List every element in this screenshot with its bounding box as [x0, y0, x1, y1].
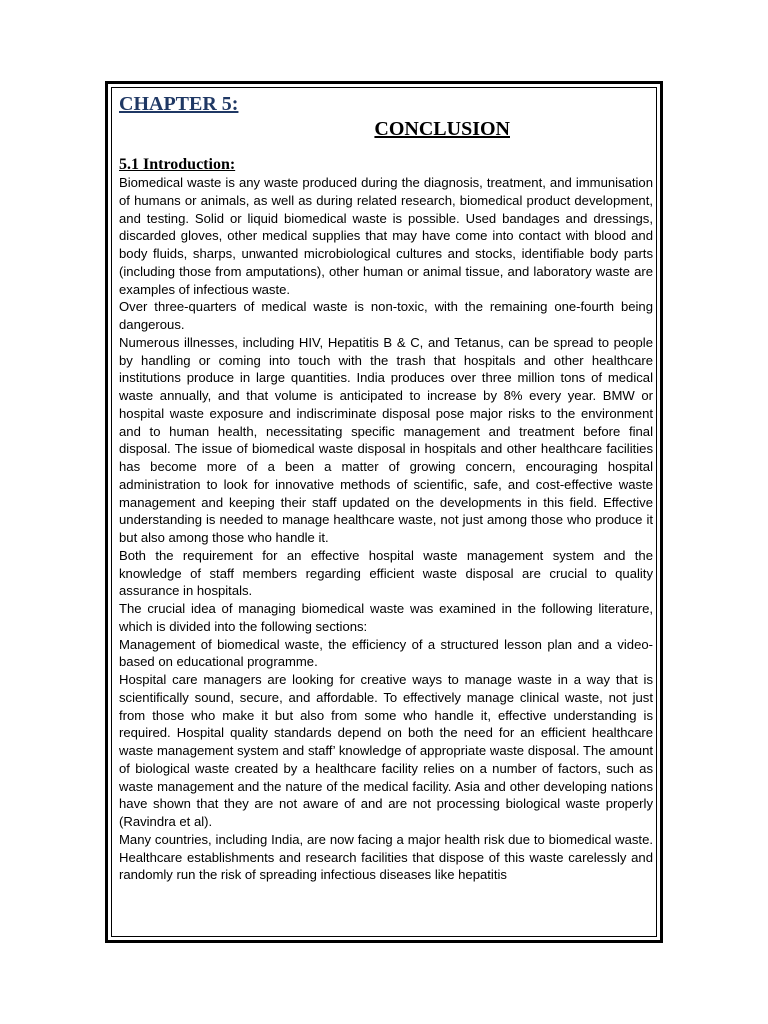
- paragraph-2: Over three-quarters of medical waste is non-toxic, with the remaining one-fourth being dangerous.: [119, 299, 653, 332]
- section-heading: 5.1 Introduction:: [119, 156, 236, 173]
- paragraph-7: Hospital care managers are looking for creative ways to manage waste in a way that is scientifically sound, secure, and affordable. To effectively manage clinical waste, not just from those who make it but also from some who handle it, effective understanding is required. Hospital quality standards depend on both the need for an efficient healthcare waste management system and staff’ knowledge of appropriate waste disposal. The amount of biological waste created by a healthcare facility relies on a number of factors, such as waste management and the nature of the medical facility. Asia and other developing nations have shown that they are not aware of and are not processing biological waste properly (Ravindra et al).: [119, 672, 653, 829]
- paragraph-5: The crucial idea of managing biomedical waste was examined in the following literature, which is divided into the following sections:: [119, 601, 653, 634]
- page-content: [119, 92, 653, 884]
- paragraph-1: Biomedical waste is any waste produced during the diagnosis, treatment, and immunisation of humans or animals, as well as during related research, biomedical product development, and testing. Solid or liquid biomedical waste is possible. Used bandages and dressings, discarded gloves, other medical supplies that may have come into contact with blood and body fluids, sharps, unwanted microbiological cultures and stocks, identifiable body parts (including those from amputations), other human or animal tissue, and laboratory waste are examples of infectious waste.: [119, 175, 653, 297]
- page-title: CONCLUSION: [374, 118, 510, 140]
- paragraph-4: Both the requirement for an effective hospital waste management system and the knowledge of staff members regarding efficient waste disposal are crucial to quality assurance in hospitals.: [119, 547, 653, 599]
- paragraph-8: Many countries, including India, are now facing a major health risk due to biomedical waste. Healthcare establishments and research facilities that dispose of this waste carelessly and randomly run the risk of spreading infectious diseases like hepatitis: [119, 831, 653, 883]
- page-inner-border: [111, 87, 657, 937]
- paragraph-3: Numerous illnesses, including HIV, Hepatitis B & C, and Tetanus, can be spread to people by handling or coming into touch with the trash that hospitals and other healthcare institutions produce in large quantities. India produces over three million tons of medical waste annually, and that volume is anticipated to increase by 8% every year. BMW or hospital waste exposure and indiscriminate disposal pose major risks to the environment and to human health, necessitating specific management and treatment before final disposal. The issue of biomedical waste disposal in hospitals and other healthcare facilities has become more of a been a matter of growing concern, encouraging hospital administration to look for innovative methods of scientific, safe, and cost-effective waste management and keeping their staff updated on the developments in this field. Effective understanding is needed to manage healthcare waste, not just among those who produce it but also among those who handle it.: [119, 334, 653, 545]
- chapter-heading: CHAPTER 5:: [119, 93, 239, 115]
- paragraph-6: Management of biomedical waste, the efficiency of a structured lesson plan and a video-based on educational programme.: [119, 636, 653, 670]
- page-border: [105, 81, 663, 943]
